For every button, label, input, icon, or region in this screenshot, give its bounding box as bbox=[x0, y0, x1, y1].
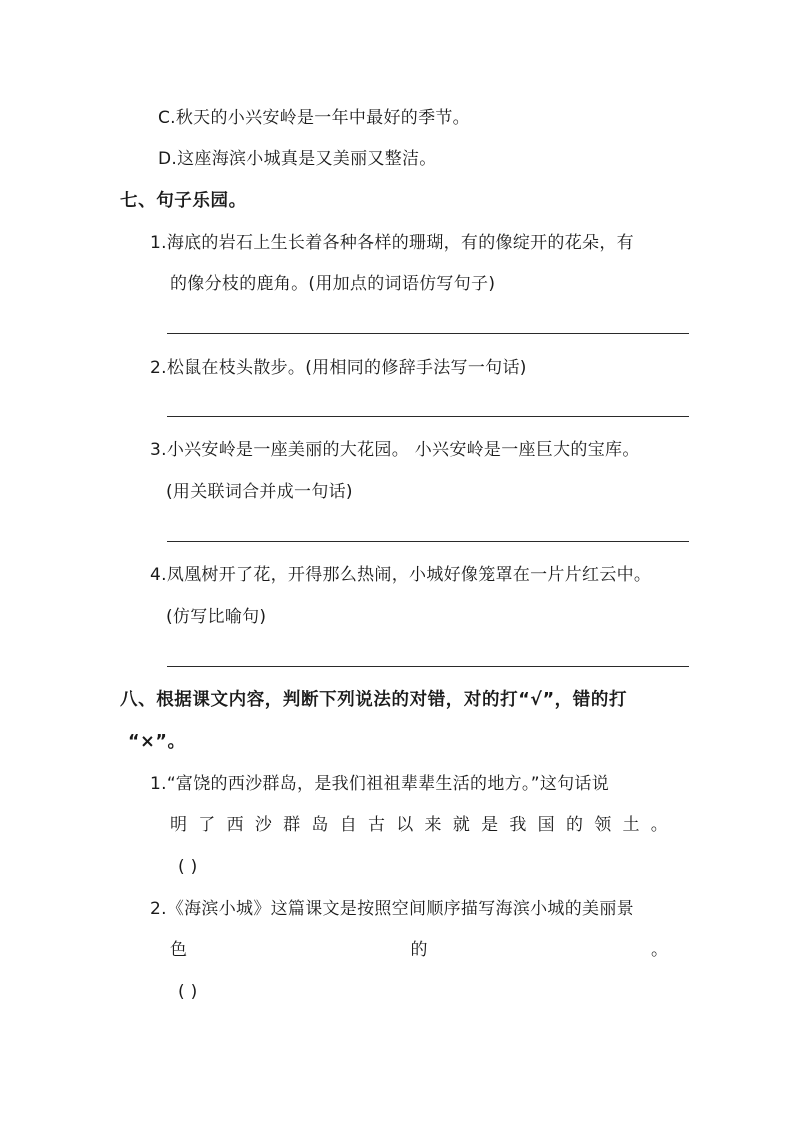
answer-line-q7-4[interactable] bbox=[167, 666, 689, 667]
q8-1-char: 的 bbox=[565, 815, 583, 835]
q8-1-char: 了 bbox=[198, 815, 216, 835]
q8-1-char: 自 bbox=[339, 815, 357, 835]
q8-1-char: 领 bbox=[594, 815, 612, 835]
answer-line-q7-1[interactable] bbox=[167, 333, 689, 334]
q7-1-line2 bbox=[170, 272, 495, 296]
q8-1-char: 古 bbox=[367, 815, 385, 835]
q8-1-char: 沙 bbox=[254, 815, 272, 835]
q8-2-char: 色 bbox=[170, 940, 187, 960]
q8-2-line1: 2.《海滨小城》这篇课文是按照空间顺序描写海滨小城的美丽景 bbox=[150, 899, 634, 919]
q7-4-line1: 4.凤凰树开了花，开得那么热闹，小城好像笼罩在一片片红云中。 bbox=[150, 565, 652, 585]
option-c: C.秋天的小兴安岭是一年中最好的季节。 bbox=[158, 108, 470, 128]
q8-1-char: 我 bbox=[509, 815, 527, 835]
q8-1-char: 土 bbox=[622, 815, 640, 835]
q8-1-char: 是 bbox=[481, 815, 499, 835]
q8-1-line1: 1.“富饶的西沙群岛，是我们祖祖辈辈生活的地方。”这句话说 bbox=[150, 774, 610, 794]
q8-1-answer-paren[interactable]: ( ) bbox=[178, 857, 198, 877]
q8-1-char: 国 bbox=[537, 815, 555, 835]
q7-2-line1: 2.松鼠在枝头散步。(用相同的修辞手法写一句话) bbox=[150, 358, 527, 378]
q8-1-char: 以 bbox=[396, 815, 414, 835]
q7-4-line2: (仿写比喻句) bbox=[166, 607, 267, 627]
section-8-heading-line2: “×”。 bbox=[128, 732, 186, 752]
section-8-heading-line1: 八、根据课文内容，判断下列说法的对错，对的打“√”，错的打 bbox=[120, 690, 628, 710]
q8-1-char: 就 bbox=[452, 815, 470, 835]
q8-1-char: 明 bbox=[170, 815, 187, 835]
q7-3-line2: (用关联词合并成一句话) bbox=[166, 482, 353, 502]
q8-1-char: 群 bbox=[283, 815, 301, 835]
q8-2-line2 bbox=[170, 938, 668, 962]
q8-2-answer-paren[interactable]: ( ) bbox=[178, 982, 198, 1002]
q8-1-char: 岛 bbox=[311, 815, 329, 835]
section-7-heading: 七、句子乐园。 bbox=[120, 191, 247, 211]
answer-line-q7-3[interactable] bbox=[167, 541, 689, 542]
q7-3-line1: 3.小兴安岭是一座美丽的大花园。 小兴安岭是一座巨大的宝库。 bbox=[150, 440, 640, 460]
q8-1-char: 。 bbox=[650, 815, 668, 835]
q8-1-line2 bbox=[170, 813, 668, 837]
q7-1-line1: 1.海底的岩石上生长着各种各样的珊瑚，有的像绽开的花朵，有 bbox=[150, 233, 634, 253]
q7-1-line2-text: 的像分枝的鹿角。(用加点的词语仿写句子) bbox=[170, 274, 496, 294]
option-d: D.这座海滨小城真是又美丽又整洁。 bbox=[158, 149, 437, 169]
answer-line-q7-2[interactable] bbox=[167, 416, 689, 417]
q8-1-char: 来 bbox=[424, 815, 442, 835]
q8-2-char: 。 bbox=[651, 940, 668, 960]
q8-1-char: 西 bbox=[226, 815, 244, 835]
q8-2-char: 的 bbox=[410, 940, 428, 960]
